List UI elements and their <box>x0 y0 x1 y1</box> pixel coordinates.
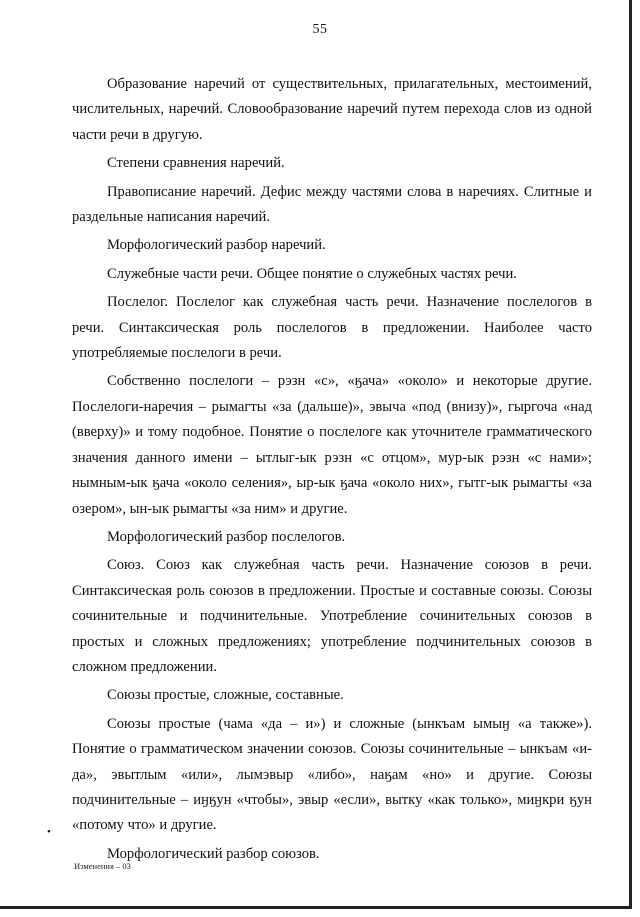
paragraph: Послелог. Послелог как служебная часть речи. Назначение послелогов в речи. Синтаксическая роль послелогов в предложении. Наиболее часто употребляемые послелоги в речи. <box>72 294 592 362</box>
paragraph: Морфологический разбор наречий. <box>107 237 326 254</box>
paragraph: Образование наречий от существительных, прилагательных, местоимений, числительных, наречий. Словообразование наречий путем перехода слов из одной части речи в другую. <box>72 76 592 143</box>
paragraph: Союзы простые (чама «да – и») и сложные (ынкъам ымыӈ «а также»). Понятие о грамматическом значении союзов. Союзы сочинительные – ынкъам «и-да», эвытлым «или», лымэвыр «либо», наӄам «но» и другие. Союзы подчинительные – иӈӄун «чтобы», эвыр «если», вытку «как только», миӈкри ӄун «потому что» и другие. <box>72 715 592 834</box>
paragraph: Союзы простые, сложные, составные. <box>107 687 344 704</box>
page-number: 55 <box>312 22 328 37</box>
footer-revision: Изменения – 03 <box>74 861 131 871</box>
paragraph: Морфологический разбор союзов. <box>107 845 320 862</box>
paragraph: Служебные части речи. Общее понятие о служебных частях речи. <box>107 265 517 282</box>
paragraph: Морфологический разбор послелогов. <box>107 528 346 545</box>
scan-mark: • <box>47 826 51 838</box>
paragraph: Собственно послелоги – рэзн «с», «ӄача» «около» и некоторые другие. Послелоги-наречия – рымагты «за (дальше)», эвыча «под (внизу)», гыргоча «над (вверху)» и тому подобное. Понятие о послелоге как уточнителе грамматического значения данного имени – ытлыг-ык рэзн «с отцом», мур-ык рэзн «с нами»; нымным-ык ӄача «около селения», ыр-ык ӄача «около них», гытг-ык рымагты «за озером», ын-ык рымагты «за ним» и другие. <box>72 373 592 517</box>
paragraph: Правописание наречий. Дефис между частями слова в наречиях. Слитные и раздельные написания наречий. <box>72 183 592 226</box>
paragraph: Степени сравнения наречий. <box>107 155 285 172</box>
document-body <box>72 72 592 867</box>
paragraph: Союз. Союз как служебная часть речи. Назначение союзов в речи. Синтаксическая роль союзов в предложении. Простые и составные союзы. Союзы сочинительные и подчинительные. Употребление сочинительных союзов в простых и сложных предложениях; употребление подчинительных союзов в сложном предложении. <box>72 557 592 675</box>
